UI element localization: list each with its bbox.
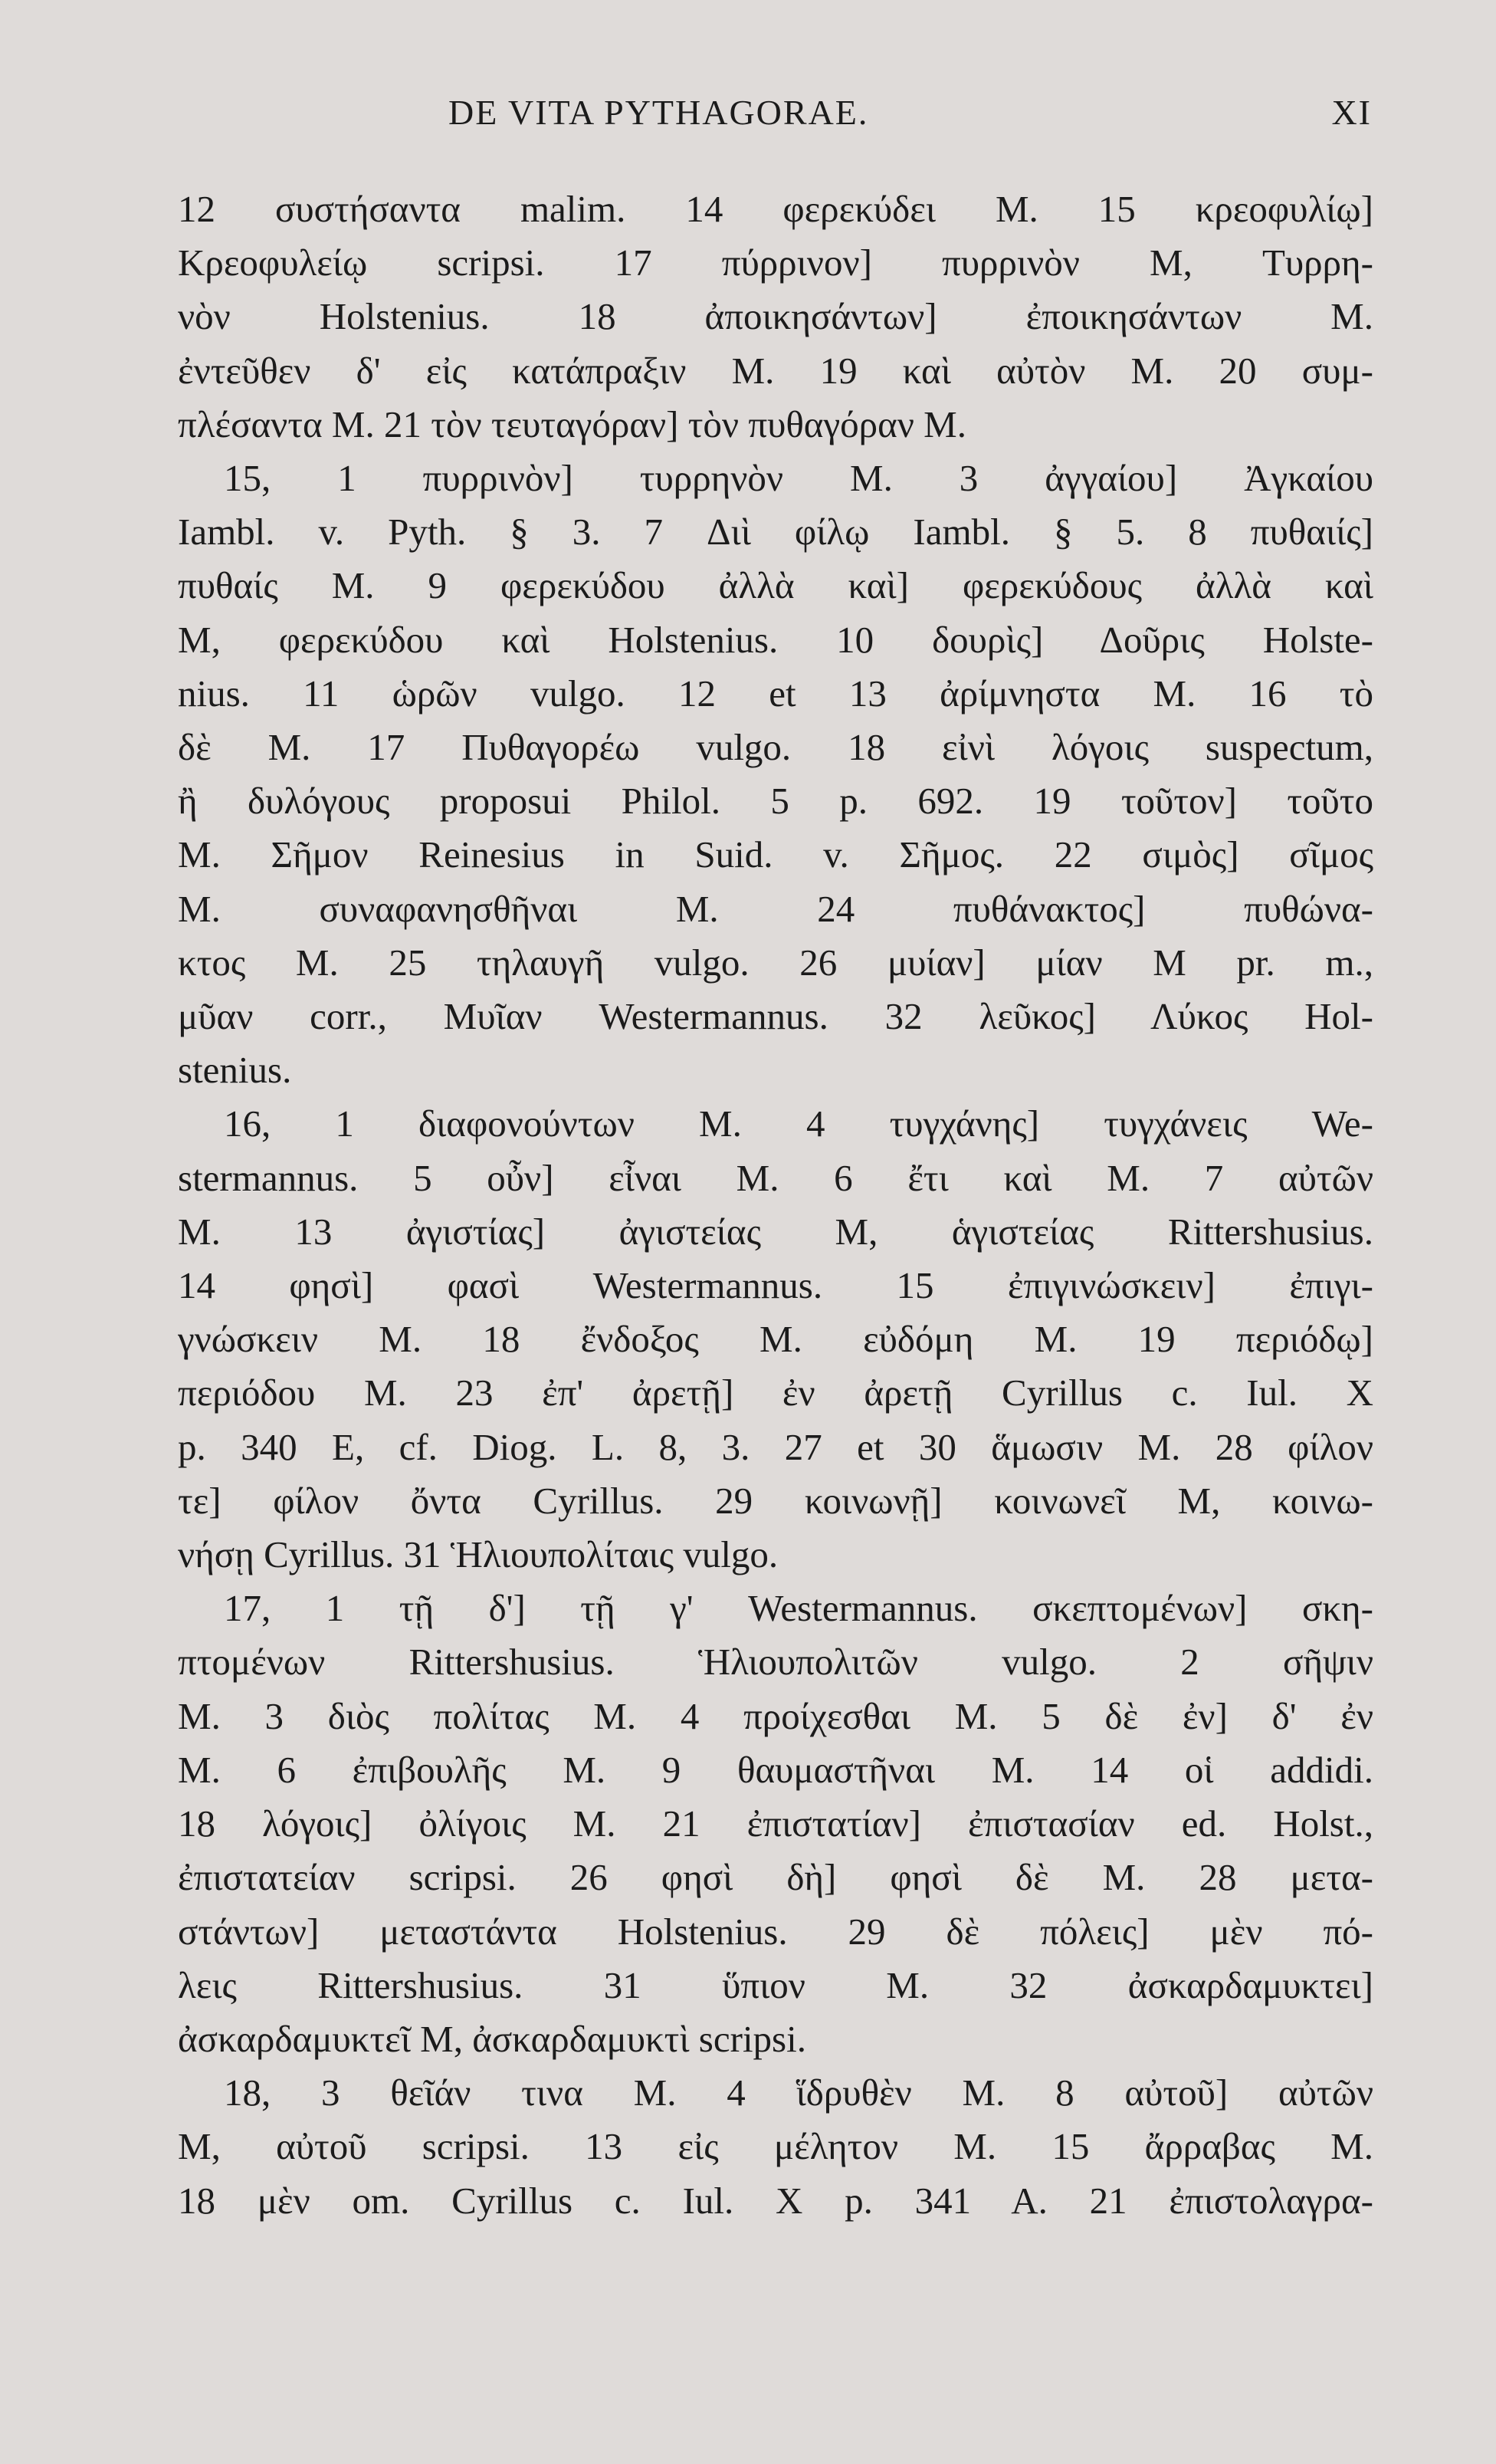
text-line: M. 3 διὸς πολίτας M. 4 προίχεσθαι M. 5 δὲ ἐν] δ' ἐν <box>178 1694 1373 1737</box>
text-line: κτος M. 25 τηλαυγῆ vulgo. 26 μυίαν] μίαν M pr. m., <box>178 941 1373 984</box>
text-line: p. 340 E, cf. Diog. L. 8, 3. 27 et 30 ἅμωσιν M. 28 φίλον <box>178 1425 1373 1468</box>
text-line: μῦαν corr., Μυῖαν Westermannus. 32 λεῦκος] Λύκος Hol- <box>178 995 1373 1038</box>
running-title: DE VITA PYTHAGORAE. <box>448 93 869 132</box>
text-line: stenius. <box>178 1049 292 1092</box>
text-line: λεις Rittershusius. 31 ὕπιον M. 32 ἀσκαρδαμυκτει] <box>178 1963 1373 2006</box>
text-line: nius. 11 ὡρῶν vulgo. 12 et 13 ἀρίμνηστα M. 16 τὸ <box>178 672 1373 715</box>
text-line: 15, 1 πυρρινὸν] τυρρηνὸν M. 3 ἀγγαίου] Ἀγκαίου <box>224 457 1373 500</box>
text-line: M, αὐτοῦ scripsi. 13 εἰς μέλητον M. 15 ἄρραβας M. <box>178 2125 1373 2168</box>
text-line: 14 φησὶ] φασὶ Westermannus. 15 ἐπιγινώσκειν] ἐπιγι- <box>178 1264 1373 1307</box>
page-number: XI <box>1331 93 1372 132</box>
text-line: πυθαίς M. 9 φερεκύδου ἀλλὰ καὶ] φερεκύδους ἀλλὰ καὶ <box>178 564 1373 607</box>
text-line: τε] φίλον ὄντα Cyrillus. 29 κοινωνῇ] κοινωνεῖ M, κοινω- <box>178 1479 1373 1522</box>
critical-apparatus <box>178 182 1373 2228</box>
apparatus-paragraph <box>178 2066 1373 2228</box>
text-line: νήσῃ Cyrillus. 31 Ἡλιουπολίταις vulgo. <box>178 1533 779 1576</box>
text-line: 18 λόγοις] ὀλίγοις M. 21 ἐπιστατίαν] ἐπιστασίαν ed. Holst., <box>178 1802 1373 1845</box>
text-line: ἢ δυλόγους proposui Philol. 5 p. 692. 19 τοῦτον] τοῦτο <box>178 780 1373 823</box>
apparatus-paragraph <box>178 1582 1373 2066</box>
text-line: ἐπιστατείαν scripsi. 26 φησὶ δὴ] φησὶ δὲ M. 28 μετα- <box>178 1856 1373 1899</box>
text-line: ἀσκαρδαμυκτεῖ M, ἀσκαρδαμυκτὶ scripsi. <box>178 2017 806 2060</box>
text-line: πλέσαντα M. 21 τὸν τευταγόραν] τὸν πυθαγόραν M. <box>178 402 966 445</box>
text-line: 12 συστήσαντα malim. 14 φερεκύδει M. 15 κρεοφυλίῳ] <box>178 188 1373 230</box>
text-line: νὸν Holstenius. 18 ἀποικησάντων] ἐποικησάντων M. <box>178 295 1373 338</box>
text-line: ἐντεῦθεν δ' εἰς κατάπραξιν M. 19 καὶ αὐτὸν M. 20 συμ- <box>178 349 1373 392</box>
apparatus-paragraph <box>178 452 1373 1097</box>
text-line: 18 μὲν om. Cyrillus c. Iul. X p. 341 A. 21 ἐπιστολαγρα- <box>178 2179 1373 2222</box>
text-line: M. 13 ἀγιστίας] ἀγιστείας M, ἁγιστείας Rittershusius. <box>178 1210 1373 1253</box>
text-line: M. 6 ἐπιβουλῆς M. 9 θαυμαστῆναι M. 14 οἱ addidi. <box>178 1748 1373 1791</box>
text-line: πτομένων Rittershusius. Ἡλιουπολιτῶν vulgo. 2 σῆψιν <box>178 1641 1373 1684</box>
page-header <box>169 92 1380 138</box>
text-line: M. συναφανησθῆναι M. 24 πυθάνακτος] πυθώνα- <box>178 887 1373 930</box>
apparatus-paragraph <box>178 182 1373 452</box>
text-line: 17, 1 τῇ δ'] τῇ γ' Westermannus. σκεπτομένων] σκη- <box>224 1587 1373 1630</box>
text-line: M, φερεκύδου καὶ Holstenius. 10 δουρὶς] Δοῦρις Holste- <box>178 618 1373 661</box>
text-line: stermannus. 5 οὖν] εἶναι M. 6 ἔτι καὶ M. 7 αὐτῶν <box>178 1156 1373 1199</box>
text-line: Iambl. v. Pyth. § 3. 7 Διὶ φίλῳ Iambl. § 5. 8 πυθαιίς] <box>178 511 1373 554</box>
text-line: Κρεοφυλείῳ scripsi. 17 πύρρινον] πυρρινὸν M, Τυρρη- <box>178 241 1373 284</box>
text-line: περιόδου M. 23 ἐπ' ἀρετῇ] ἐν ἀρετῇ Cyrillus c. Iul. X <box>178 1372 1373 1414</box>
text-line: 18, 3 θεῖάν τινα M. 4 ἵδρυθὲν M. 8 αὐτοῦ] αὐτῶν <box>224 2071 1373 2114</box>
text-line: δὲ M. 17 Πυθαγορέω vulgo. 18 εἰνὶ λόγοις suspectum, <box>178 726 1373 769</box>
text-line: 16, 1 διαφονούντων M. 4 τυγχάνης] τυγχάνεις We- <box>224 1102 1373 1145</box>
apparatus-paragraph <box>178 1097 1373 1582</box>
text-line: M. Σῆμον Reinesius in Suid. v. Σῆμος. 22 σιμὸς] σῖμος <box>178 833 1373 876</box>
text-line: στάντων] μεταστάντα Holstenius. 29 δὲ πόλεις] μὲν πό- <box>178 1910 1373 1953</box>
text-line: γνώσκειν M. 18 ἔνδοξος M. εὐδόμη M. 19 περιόδῳ] <box>178 1318 1373 1361</box>
